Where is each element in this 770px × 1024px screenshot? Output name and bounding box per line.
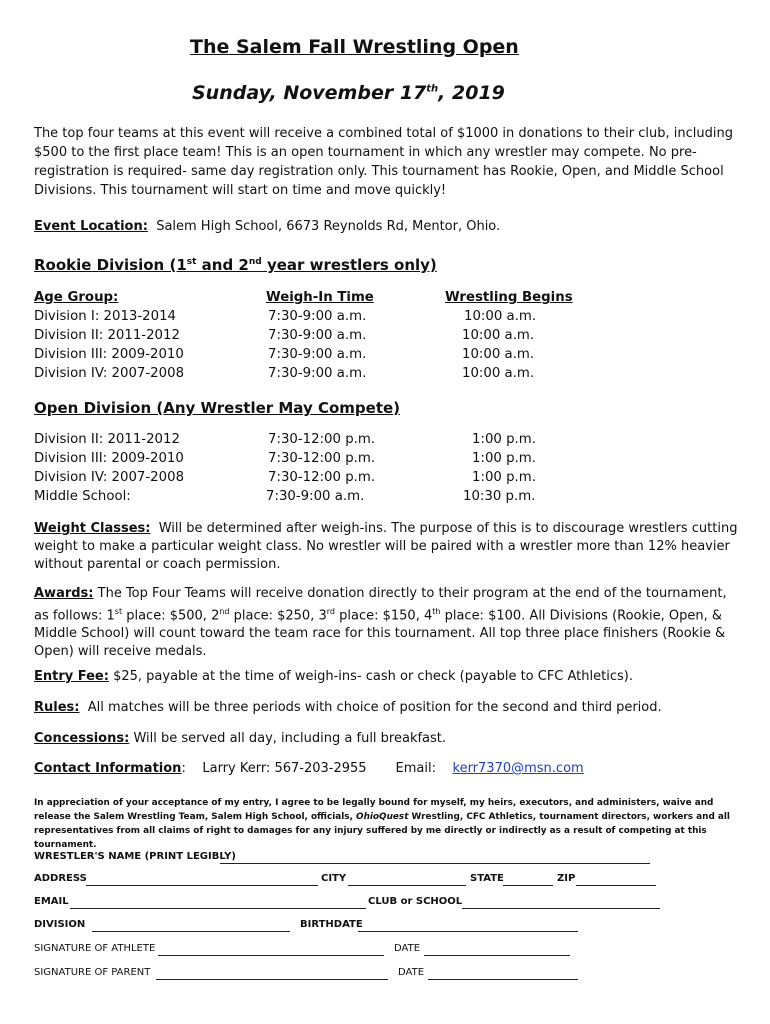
- division-age: Division III: 2009-2010: [34, 347, 184, 362]
- rules-text: All matches will be three periods with choice of position for the second and third period.: [87, 700, 662, 715]
- release-italic: OhioQuest: [356, 812, 409, 822]
- release-text-b: Wrestling, CFC Athletics, tournament directors, workers and all representatives from all claims of right to damages for any injury suffered by me directly or indirectly as a result of competing at this tournament.: [34, 812, 730, 850]
- wrestler-name-label: WRESTLER'S NAME (PRINT LEGIBLY): [34, 851, 236, 862]
- intro-paragraph: The top four teams at this event will receive a combined total of $1000 in donations to their club, including $500 to the first place team! This is an open tournament in which any wrestler may compete. No pre-registration is required- same day registration only. This tournament has Rookie, Open, and Middle School Divisions. This tournament will start on time and move quickly!: [34, 126, 733, 198]
- form-row-division: [0, 919, 770, 935]
- club-label: CLUB or SCHOOL: [368, 896, 463, 907]
- wrestling-begins: 1:00 p.m.: [472, 432, 536, 447]
- event-location-label: Event Location:: [34, 219, 148, 234]
- event-date: [192, 82, 505, 104]
- zip-field[interactable]: [576, 885, 656, 886]
- weigh-in-time: 7:30-12:00 p.m.: [268, 470, 376, 485]
- open-row: [0, 470, 770, 489]
- division-age: Division IV: 2007-2008: [34, 470, 185, 485]
- form-row-athlete-signature: [0, 943, 770, 959]
- division-age: Division IV: 2007-2008: [34, 366, 185, 381]
- athlete-date-field[interactable]: [424, 955, 570, 956]
- rookie-heading-sup1: st: [186, 257, 197, 267]
- contact-name-phone: Larry Kerr: 567-203-2955: [202, 761, 367, 776]
- wrestling-begins: 10:00 a.m.: [462, 328, 535, 343]
- open-row: [0, 451, 770, 470]
- athlete-signature-label: SIGNATURE OF ATHLETE: [34, 943, 156, 954]
- entry-fee-text: $25, payable at the time of weigh-ins- cash or check (payable to CFC Athletics).: [113, 669, 633, 684]
- rules-section: [34, 698, 744, 717]
- concessions-section: [34, 729, 744, 748]
- state-label: STATE: [470, 873, 504, 884]
- weigh-in-time: 7:30-9:00 a.m.: [268, 347, 367, 362]
- wrestling-begins: 10:00 a.m.: [464, 309, 537, 324]
- wrestling-begins: 10:00 a.m.: [462, 347, 535, 362]
- form-row-parent-signature: [0, 967, 770, 983]
- event-date-main: Sunday, November 17: [192, 82, 427, 104]
- awards-text-a: The Top Four Teams will receive donation directly to their program at the end of the tournament, as follows: 1: [34, 586, 727, 624]
- city-label: CITY: [321, 873, 347, 884]
- awards-text-c: place: $250, 3: [229, 608, 327, 624]
- city-field[interactable]: [348, 885, 466, 886]
- athlete-signature-field[interactable]: [158, 955, 384, 956]
- weight-classes-text: Will be determined after weigh-ins. The purpose of this is to discourage wrestlers cutting weight to make a particular weight class. No wrestler will be paired with a wrestler more than 12% heavier without parental or coach permission.: [34, 521, 738, 572]
- entry-fee-label: Entry Fee:: [34, 669, 109, 684]
- wrestling-begins: 1:00 p.m.: [472, 451, 536, 466]
- rookie-row: [0, 328, 770, 347]
- address-field[interactable]: [86, 885, 318, 886]
- schedule-header-row: [0, 290, 770, 309]
- liability-release: [34, 796, 744, 852]
- wrestling-begins: 10:00 a.m.: [462, 366, 535, 381]
- event-date-year: , 2019: [438, 82, 505, 104]
- rookie-row: [0, 347, 770, 366]
- entry-fee-section: [34, 667, 744, 686]
- state-field[interactable]: [503, 885, 553, 886]
- concessions-text: Will be served all day, including a full breakfast.: [133, 731, 447, 746]
- parent-date-field[interactable]: [428, 979, 578, 980]
- rookie-heading-sup2: nd: [248, 257, 262, 267]
- weight-classes-section: [34, 520, 744, 574]
- wrestling-begins-header: Wrestling Begins: [445, 290, 573, 305]
- athlete-date-label: DATE: [394, 943, 421, 954]
- parent-signature-label: SIGNATURE OF PARENT: [34, 967, 151, 978]
- form-row-address: [0, 873, 770, 889]
- weigh-in-header: Weigh-In Time: [266, 290, 374, 305]
- contact-email-link[interactable]: kerr7370@msn.com: [452, 761, 584, 776]
- weigh-in-time: 7:30-9:00 a.m.: [266, 489, 365, 504]
- event-date-suffix: th: [426, 83, 439, 95]
- rules-label: Rules:: [34, 700, 80, 715]
- awards-sup4: th: [432, 607, 441, 616]
- contact-section: [34, 759, 744, 778]
- event-location-value: Salem High School, 6673 Reynolds Rd, Mentor, Ohio.: [156, 219, 501, 234]
- weigh-in-time: 7:30-9:00 a.m.: [268, 366, 367, 381]
- rookie-row: [0, 309, 770, 328]
- parent-date-label: DATE: [398, 967, 425, 978]
- weigh-in-time: 7:30-9:00 a.m.: [268, 328, 367, 343]
- division-age: Division II: 2011-2012: [34, 432, 180, 447]
- email-field[interactable]: [70, 908, 366, 909]
- weigh-in-time: 7:30-9:00 a.m.: [268, 309, 367, 324]
- address-label: ADDRESS: [34, 873, 87, 884]
- email-label: EMAIL: [34, 896, 69, 907]
- division-age: Division II: 2011-2012: [34, 328, 180, 343]
- division-field[interactable]: [92, 931, 290, 932]
- awards-sup2: nd: [219, 607, 230, 616]
- awards-sup3: rd: [326, 607, 335, 616]
- wrestler-name-field[interactable]: [220, 863, 650, 864]
- form-row-wrestler-name: [0, 851, 770, 867]
- awards-text-d: place: $150, 4: [334, 608, 433, 624]
- contact-email-label: Email:: [395, 761, 436, 776]
- wrestling-begins: 1:00 p.m.: [472, 470, 536, 485]
- division-label: DIVISION: [34, 919, 86, 930]
- event-location: [34, 217, 744, 236]
- weight-classes-label: Weight Classes:: [34, 521, 151, 536]
- concessions-label: Concessions:: [34, 731, 130, 746]
- release-text-a: In appreciation of your acceptance of my entry, I agree to be legally bound for myself, my heirs, executors, and administers, waive and release the Salem Wrestling Team, Salem High School, officials,: [34, 798, 714, 822]
- zip-label: ZIP: [557, 873, 576, 884]
- birthdate-label: BIRTHDATE: [300, 919, 363, 930]
- weigh-in-time: 7:30-12:00 p.m.: [268, 451, 376, 466]
- rookie-heading-mid: and 2: [196, 256, 249, 274]
- page-title: The Salem Fall Wrestling Open: [190, 36, 519, 58]
- awards-section: [34, 585, 744, 661]
- awards-sup1: st: [114, 607, 123, 616]
- age-group-header: Age Group:: [34, 290, 119, 305]
- birthdate-field[interactable]: [358, 931, 578, 932]
- division-age: Division III: 2009-2010: [34, 451, 184, 466]
- division-age: Middle School:: [34, 489, 131, 504]
- open-row: [0, 489, 770, 508]
- open-row: [0, 432, 770, 451]
- awards-text-b: place: $500, 2: [122, 608, 220, 624]
- wrestling-begins: 10:30 p.m.: [463, 489, 536, 504]
- parent-signature-field[interactable]: [156, 979, 388, 980]
- rookie-division-heading: [34, 256, 437, 274]
- rookie-heading-pre: Rookie Division (1: [34, 256, 187, 274]
- contact-label: Contact Information: [34, 761, 182, 776]
- form-row-email: [0, 896, 770, 912]
- awards-text-e: place: $100. All Divisions (Rookie, Open, & Middle School) will count toward the team race for this tournament. All top three place finishers (Rookie & Open) will receive medals.: [34, 608, 726, 660]
- rookie-heading-post: year wrestlers only): [261, 256, 437, 274]
- contact-colon: :: [181, 761, 186, 776]
- division-age: Division I: 2013-2014: [34, 309, 177, 324]
- club-field[interactable]: [462, 908, 660, 909]
- rookie-row: [0, 366, 770, 385]
- weigh-in-time: 7:30-12:00 p.m.: [268, 432, 376, 447]
- awards-label: Awards:: [34, 586, 94, 601]
- open-division-heading: Open Division (Any Wrestler May Compete): [34, 399, 401, 417]
